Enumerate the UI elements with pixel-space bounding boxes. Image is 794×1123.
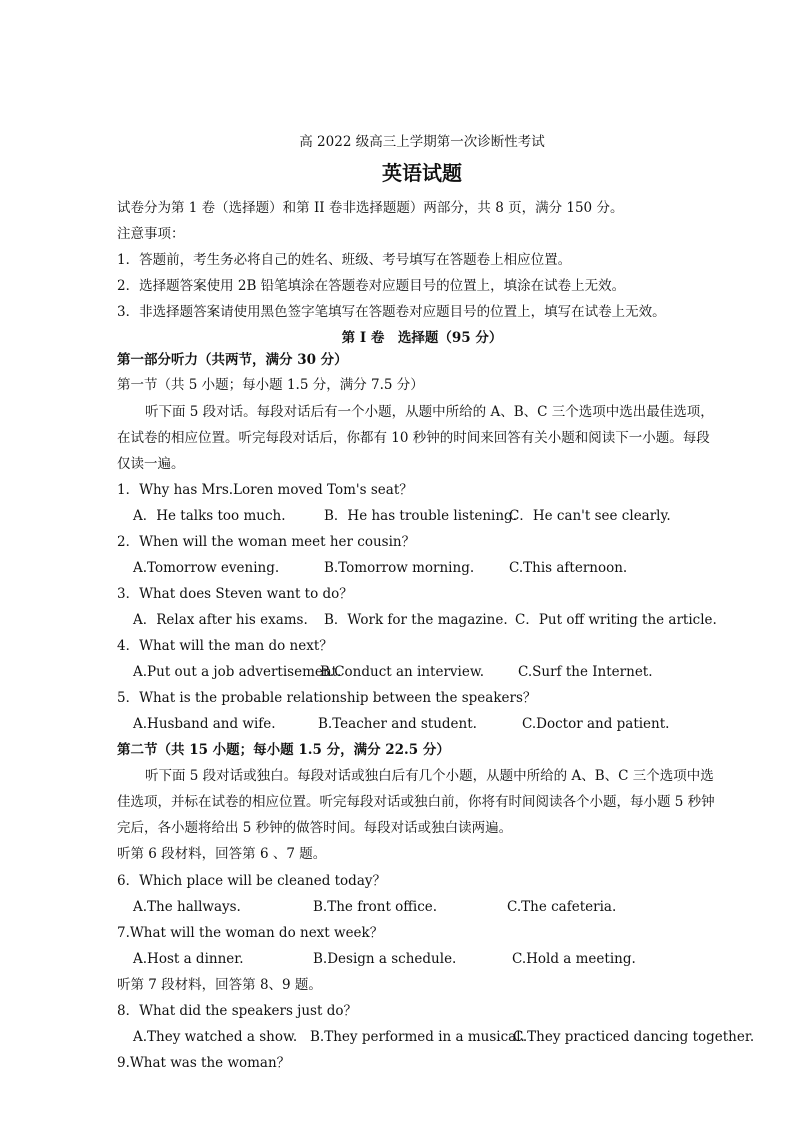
note-1: 1．答题前，考生务必将自己的姓名、班级、考号填写在答题卷上相应位置。 xyxy=(117,252,572,268)
q1-option-a: A．He talks too much. xyxy=(133,508,286,524)
question-3: 3．What does Steven want to do？ xyxy=(117,586,353,602)
note-3: 3．非选择题答案请使用黑色签字笔填写在答题卷对应题目号的位置上，填写在试卷上无效。 xyxy=(117,304,666,320)
part1-heading: 第一部分听力（共两节，满分 30 分） xyxy=(117,352,348,368)
material-6-label: 听第 6 段材料，回答第 6 、7 题。 xyxy=(117,846,327,862)
question-4: 4．What will the man do next？ xyxy=(117,638,333,654)
q7-option-c: C.Hold a meeting. xyxy=(512,951,636,967)
paper-info: 试卷分为第 1 卷（选择题）和第 II 卷非选择题题）两部分，共 8 页，满分 150 分。 xyxy=(117,200,624,216)
question-7: 7.What will the woman do next week？ xyxy=(117,925,384,941)
question-2: 2．When will the woman meet her cousin？ xyxy=(117,534,416,550)
notes-label: 注意事项： xyxy=(117,226,185,242)
question-1: 1．Why has Mrs.Loren moved Tom's seat？ xyxy=(117,482,413,498)
question-6: 6．Which place will be cleaned today？ xyxy=(117,873,386,889)
q8-option-c: C.They practiced dancing together. xyxy=(513,1029,755,1045)
q4-option-c: C.Surf the Internet. xyxy=(518,664,653,680)
q3-option-a: A．Relax after his exams. xyxy=(133,612,308,628)
q6-option-a: A.The hallways. xyxy=(133,899,241,915)
question-8: 8．What did the speakers just do？ xyxy=(117,1003,357,1019)
q4-option-a: A.Put out a job advertisement. xyxy=(133,664,342,680)
section1-instructions: 听下面 5 段对话。每段对话后有一个小题，从题中所给的 A、B、C 三个选项中选出最佳选项， 在试卷的相应位置。听完每段对话后，你都有 10 秒钟的时间来回答有关小题和阅读下一小题。每段 仅读一遍。 xyxy=(117,404,714,472)
q1-option-b: B．He has trouble listening. xyxy=(324,508,517,524)
section1-heading: 第一节（共 5 小题；每小题 1.5 分，满分 7.5 分） xyxy=(117,377,424,393)
q2-option-b: B.Tomorrow morning. xyxy=(324,560,475,576)
q6-option-c: C.The cafeteria. xyxy=(507,899,617,915)
material-7-label: 听第 7 段材料，回答第 8、9 题。 xyxy=(117,977,322,993)
section2-heading: 第二节（共 15 小题；每小题 1.5 分，满分 22.5 分） xyxy=(117,742,450,758)
volume1-heading: 第 I 卷 选择题（95 分） xyxy=(341,330,503,346)
q8-option-b: B.They performed in a musical. xyxy=(310,1029,525,1045)
question-5: 5．What is the probable relationship between the speakers？ xyxy=(117,690,537,706)
q7-option-a: A.Host a dinner. xyxy=(133,951,244,967)
section2-instructions: 听下面 5 段对话或独白。每段对话或独白后有几个小题，从题中所给的 A、B、C 三个选项中选 佳选项，并标在试卷的相应位置。听完每段对话或独白前，你将有时间阅读各个小题，每小题 5 秒钟 完后，各小题将给出 5 秒钟的做答时间。每段对话或独白读两遍。 xyxy=(117,768,715,836)
q5-option-b: B.Teacher and student. xyxy=(318,716,477,732)
exam-name: 高 2022 级高三上学期第一次诊断性考试 xyxy=(299,134,545,150)
q3-option-c: C．Put off writing the article. xyxy=(515,612,717,628)
q6-option-b: B.The front office. xyxy=(313,899,438,915)
subject-title: 英语试题 xyxy=(382,161,462,185)
q7-option-b: B.Design a schedule. xyxy=(313,951,457,967)
q5-option-c: C.Doctor and patient. xyxy=(522,716,670,732)
note-2: 2．选择题答案使用 2B 铅笔填涂在答题卷对应题目号的位置上，填涂在试卷上无效。 xyxy=(117,278,626,294)
q8-option-a: A.They watched a show. xyxy=(133,1029,298,1045)
q2-option-c: C.This afternoon. xyxy=(509,560,628,576)
q5-option-a: A.Husband and wife. xyxy=(133,716,276,732)
q1-option-c: C．He can't see clearly. xyxy=(509,508,671,524)
q2-option-a: A.Tomorrow evening. xyxy=(133,560,280,576)
q4-option-b: B.Conduct an interview. xyxy=(320,664,485,680)
q3-option-b: B．Work for the magazine. xyxy=(324,612,508,628)
question-9: 9.What was the woman？ xyxy=(117,1055,291,1071)
